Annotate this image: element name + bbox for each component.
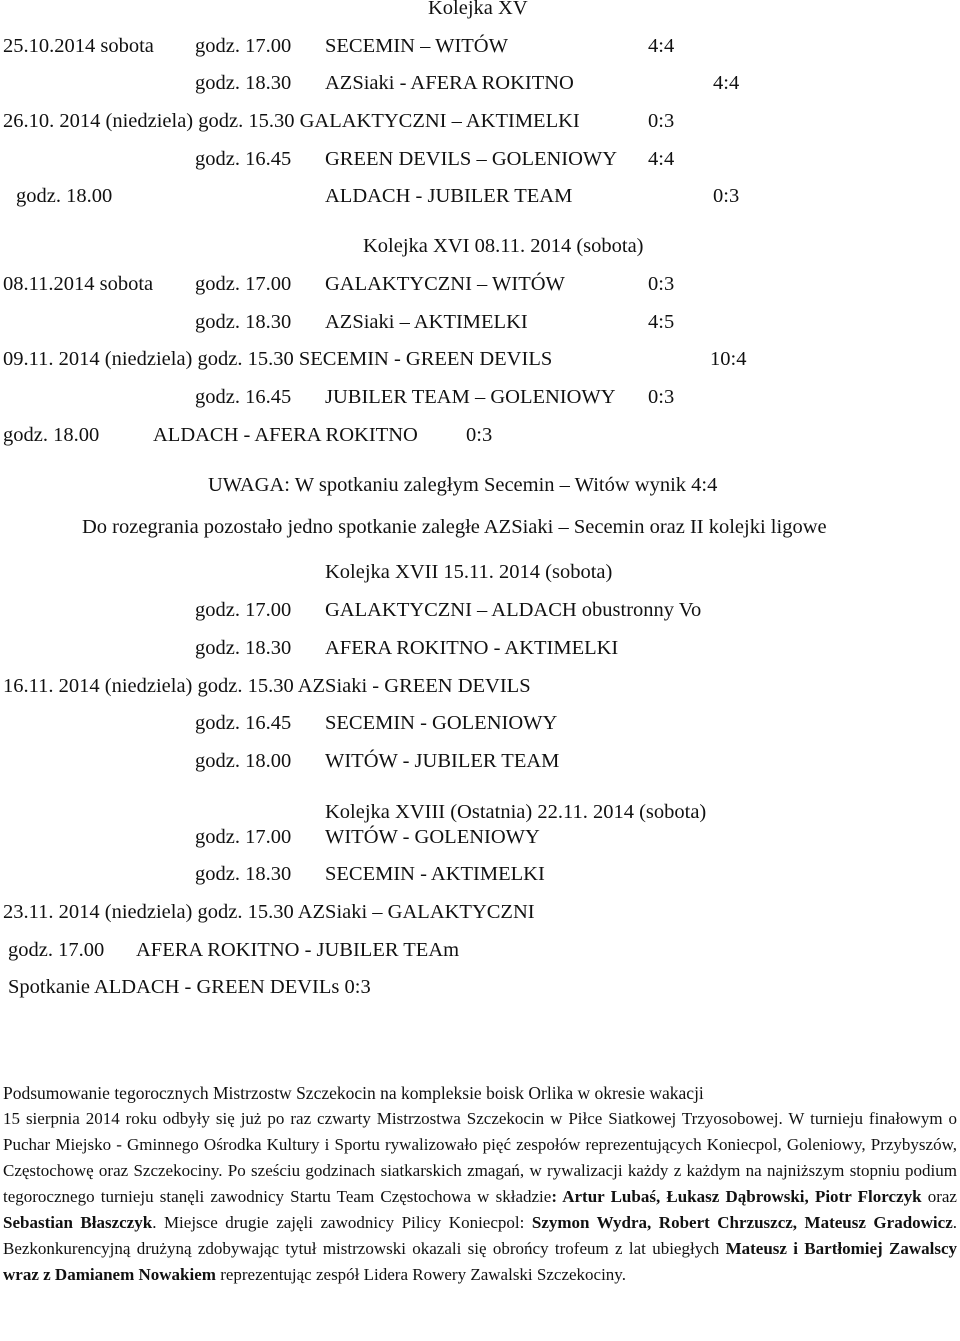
r18-m4-match: AFERA ROKITNO - JUBILER TEAm bbox=[136, 939, 460, 961]
uwaga-note: UWAGA: W spotkaniu zaległym Secemin – Witów wynik 4:4 bbox=[208, 474, 718, 496]
r16-m1-match: GALAKTYCZNI – WITÓW bbox=[325, 273, 565, 295]
r16-m3-line: 09.11. 2014 (niedziela) godz. 15.30 SECEMIN - GREEN DEVILS bbox=[3, 348, 553, 370]
r17-m2-match: AFERA ROKITNO - AKTIMELKI bbox=[325, 637, 619, 659]
r16-m1-date: 08.11.2014 sobota bbox=[3, 273, 154, 295]
r15-m2-match: AZSiaki - AFERA ROKITNO bbox=[325, 72, 574, 94]
r17-m5-match: WITÓW - JUBILER TEAM bbox=[325, 750, 560, 772]
r15-m1-time: godz. 17.00 bbox=[195, 35, 292, 57]
r15-m4-score: 4:4 bbox=[648, 148, 675, 170]
r16-m4-match: JUBILER TEAM – GOLENIOWY bbox=[325, 386, 616, 408]
r16-m1-time: godz. 17.00 bbox=[195, 273, 292, 295]
r16-m2-time: godz. 18.30 bbox=[195, 311, 292, 333]
r18-m1-match: WITÓW - GOLENIOWY bbox=[325, 826, 540, 848]
r18-m4-time: godz. 17.00 bbox=[8, 939, 105, 961]
pending-note: Do rozegrania pozostało jedno spotkanie zaległe AZSiaki – Secemin oraz II kolejki ligowe bbox=[82, 516, 827, 538]
r16-m2-match: AZSiaki – AKTIMELKI bbox=[325, 311, 528, 333]
summary-text-2: oraz bbox=[921, 1187, 957, 1206]
r18-m2-time: godz. 18.30 bbox=[195, 863, 292, 885]
r15-m3-score: 0:3 bbox=[648, 110, 675, 132]
summary-bold-4: Mateusz i Bartłomiej Zawalscy wraz z Damianem Nowakiem bbox=[3, 1239, 957, 1284]
r17-m1-match: GALAKTYCZNI – ALDACH obustronny Vo bbox=[325, 599, 702, 621]
r16-m5-score: 0:3 bbox=[466, 424, 493, 446]
summary-text-4: . Bezkonkurencyjną drużyną zdobywając tytuł mistrzowski okazali się obrońcy trofeum z lat ubiegłych bbox=[3, 1213, 957, 1258]
r16-m4-score: 0:3 bbox=[648, 386, 675, 408]
r15-m1-match: SECEMIN – WITÓW bbox=[325, 35, 508, 57]
r15-m5-score: 0:3 bbox=[713, 185, 740, 207]
round-18-title: Kolejka XVIII (Ostatnia) 22.11. 2014 (sobota) bbox=[325, 801, 707, 823]
r15-m5-match: ALDACH - JUBILER TEAM bbox=[325, 185, 573, 207]
summary-title: Podsumowanie tegorocznych Mistrzostw Szczekocin na kompleksie boisk Orlika w okresie wakacji bbox=[3, 1083, 704, 1103]
summary-text-5: reprezentując zespół Lidera Rowery Zawalski Szczekociny. bbox=[215, 1265, 626, 1284]
r15-m5-time: godz. 18.00 bbox=[16, 185, 113, 207]
r17-m1-time: godz. 17.00 bbox=[195, 599, 292, 621]
summary-text-3: . Miejsce drugie zajęli zawodnicy Pilicy Koniecpol: bbox=[152, 1213, 532, 1232]
r17-m5-time: godz. 18.00 bbox=[195, 750, 292, 772]
r15-m1-score: 4:4 bbox=[648, 35, 675, 57]
summary-paragraph bbox=[3, 1106, 957, 1288]
r16-m5-match: ALDACH - AFERA ROKITNO bbox=[153, 424, 418, 446]
round-17-title: Kolejka XVII 15.11. 2014 (sobota) bbox=[325, 561, 613, 583]
r18-m3-line: 23.11. 2014 (niedziela) godz. 15.30 AZSiaki – GALAKTYCZNI bbox=[3, 901, 535, 923]
r17-m4-match: SECEMIN - GOLENIOWY bbox=[325, 712, 558, 734]
r16-m3-score: 10:4 bbox=[710, 348, 747, 370]
round-16-title: Kolejka XVI 08.11. 2014 (sobota) bbox=[363, 235, 644, 257]
r18-m1-time: godz. 17.00 bbox=[195, 826, 292, 848]
summary-bold-2: Sebastian Błaszczyk bbox=[3, 1213, 153, 1232]
r16-m1-score: 0:3 bbox=[648, 273, 675, 295]
summary-bold-3: Szymon Wydra, Robert Chrzuszcz, Mateusz Gradowicz bbox=[531, 1213, 953, 1232]
r15-m4-match: GREEN DEVILS – GOLENIOWY bbox=[325, 148, 618, 170]
r15-m2-score: 4:4 bbox=[713, 72, 740, 94]
r17-m4-time: godz. 16.45 bbox=[195, 712, 292, 734]
r18-m2-match: SECEMIN - AKTIMELKI bbox=[325, 863, 545, 885]
r15-m3-line: 26.10. 2014 (niedziela) godz. 15.30 GALAKTYCZNI – AKTIMELKI bbox=[3, 110, 580, 132]
r15-m1-date: 25.10.2014 sobota bbox=[3, 35, 154, 57]
r15-m4-time: godz. 16.45 bbox=[195, 148, 292, 170]
r16-m4-time: godz. 16.45 bbox=[195, 386, 292, 408]
r18-extra-match: Spotkanie ALDACH - GREEN DEVILs 0:3 bbox=[8, 976, 371, 998]
r15-m2-time: godz. 18.30 bbox=[195, 72, 292, 94]
r16-m5-time: godz. 18.00 bbox=[3, 424, 100, 446]
summary-text-1: 15 sierpnia 2014 roku odbyły się już po raz czwarty Mistrzostwa Szczekocin w Piłce Siatkowej Trzyosobowej. W turnieju finałowym o Puchar Miejsko - Gminnego Ośrodka Kultury i Sportu rywalizowało pięć zespołów reprezentujących Koniecpol, Goleniowy, Przybyszów, Częstochowę oraz Szczekociny. Po sześciu godzinach siatkarskich zmagań, w rywalizacji każdy z każdym na najniższym stopniu podium tegorocznego turnieju stanęli zawodnicy Startu Team Częstochowa w składzie bbox=[3, 1109, 957, 1206]
round-15-title: Kolejka XV bbox=[428, 0, 528, 19]
summary-bold-1: : Artur Lubaś, Łukasz Dąbrowski, Piotr Florczyk bbox=[551, 1187, 922, 1206]
r17-m2-time: godz. 18.30 bbox=[195, 637, 292, 659]
r16-m2-score: 4:5 bbox=[648, 311, 675, 333]
r17-m3-line: 16.11. 2014 (niedziela) godz. 15.30 AZSiaki - GREEN DEVILS bbox=[3, 675, 531, 697]
